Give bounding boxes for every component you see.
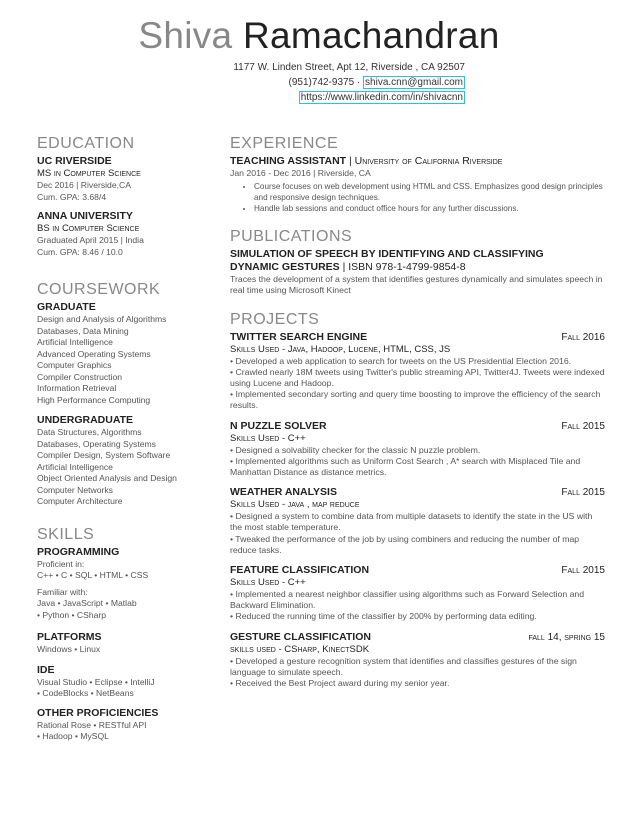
- undergraduate-course-list: [37, 427, 217, 508]
- project-date: Fall 2015: [561, 420, 605, 432]
- degree: MS in Computer Science: [37, 168, 141, 179]
- left-column: [37, 135, 217, 743]
- course-item: Object Oriented Analysis and Design: [37, 473, 177, 483]
- platforms-title: PLATFORMS: [37, 631, 102, 643]
- ide-title: IDE: [37, 663, 55, 676]
- graduate-title: GRADUATE: [37, 301, 96, 313]
- project-bullet: • Tweaked the performance of the job by using combiners and reducing the number of map reduce tasks.: [230, 533, 580, 555]
- skills-title: SKILLS: [37, 525, 95, 543]
- experience-dates: Jan 2016 - Dec 2016 | Riverside, CA: [230, 168, 371, 178]
- experience-role-line: [230, 155, 605, 168]
- publication-heading: SIMULATION OF SPEECH BY IDENTIFYING AND CLASSIFYING: [230, 247, 544, 260]
- platforms-list: Windows • Linux: [37, 644, 101, 654]
- project-skills: Skills Used - java , map reduce: [230, 499, 360, 511]
- project-skills: Skills Used - Java, Hadoop, Lucene, HTML, CSS, JS: [230, 343, 451, 355]
- project-name: GESTURE CLASSIFICATION: [230, 630, 371, 643]
- project-bullet: • Developed a gesture recognition system that identifies and classifies gestures of the sign language to simulate speech.: [230, 655, 577, 677]
- other-list: • Hadoop • MySQL: [37, 731, 109, 741]
- course-item: Compiler Construction: [37, 371, 123, 382]
- publication-heading-2: [230, 261, 605, 274]
- proficient-label: Proficient in:: [37, 558, 85, 569]
- publications-title: PUBLICATIONS: [230, 227, 353, 245]
- project-bullet: • Reduced the running time of the classifier by 200% by performing data editing.: [230, 611, 537, 622]
- project-bullet: • Designed a solvability checker for the classic N puzzle problem.: [230, 444, 481, 455]
- course-item: Advanced Operating Systems: [37, 348, 151, 359]
- publication-heading-cont: DYNAMIC GESTURES: [230, 260, 340, 273]
- phone: (951)742-9375 ·: [288, 77, 361, 88]
- address: 1177 W. Linden Street, Apt 12, Riverside , CA 92507: [233, 62, 465, 73]
- phone-email-line: [175, 75, 465, 90]
- last-name: Ramachandran: [243, 15, 500, 56]
- contact-block: [175, 60, 465, 105]
- experience-bullet: • Handle lab sessions and conduct office hours for any further discussions.: [254, 203, 605, 214]
- course-item: Databases, Data Mining: [37, 325, 129, 336]
- graduate-course-list: [37, 314, 217, 406]
- project-skills: skills used - CSharp, KinectSDK: [230, 643, 370, 655]
- experience-bullet: • Course focuses on web development using HTML and CSS. Emphasizes good design principles and responsive design techniques.: [254, 181, 605, 203]
- course-item: Artificial Intelligence: [37, 337, 113, 347]
- email-link[interactable]: shiva.cnn@gmail.com: [365, 77, 463, 88]
- project-skills: Skills Used - C++: [230, 432, 306, 444]
- edu-dates: Dec 2016 | Riverside,CA: [37, 180, 131, 190]
- projects-title: PROJECTS: [230, 310, 320, 328]
- project-name: FEATURE CLASSIFICATION: [230, 563, 370, 576]
- course-item: Information Retrieval: [37, 383, 117, 393]
- role: TEACHING ASSISTANT: [230, 155, 347, 167]
- project-name: WEATHER ANALYSIS: [230, 486, 337, 499]
- ide-list: • CodeBlocks • NetBeans: [37, 688, 134, 698]
- project-date: Fall 2015: [561, 564, 605, 576]
- linkedin-line: [175, 90, 465, 105]
- first-name: Shiva: [138, 15, 233, 56]
- project-date: fall 14, spring 15: [528, 631, 605, 643]
- linkedin-link[interactable]: https://www.linkedin.com/in/shivacnn: [300, 92, 463, 103]
- project-entry: [230, 631, 605, 690]
- course-item: Artificial Intelligence: [37, 461, 113, 472]
- other-list: Rational Rose • RESTful API: [37, 719, 147, 730]
- undergraduate-title: UNDERGRADUATE: [37, 414, 134, 426]
- course-item: Computer Networks: [37, 484, 113, 495]
- familiar-list: Java • JavaScript • Matlab: [37, 598, 137, 608]
- course-item: High Performance Computing: [37, 394, 151, 405]
- programming-title: PROGRAMMING: [37, 545, 120, 558]
- project-bullet: • Developed a web application to search for tweets on the US Presidential Election 2016.: [230, 355, 572, 366]
- project-bullet: • Implemented a nearest neighbor classifier using algorithms such as Forward Selection and Backward Elimination.: [230, 588, 585, 611]
- project-name: N PUZZLE SOLVER: [230, 419, 327, 432]
- ide-list: Visual Studio • Eclipse • IntelliJ: [37, 676, 155, 687]
- project-entry: [230, 564, 605, 623]
- project-bullet: • Designed a system to combine data from multiple datasets to identify the state in the US with the most stable temperature.: [230, 511, 593, 533]
- course-item: Databases, Operating Systems: [37, 438, 156, 449]
- project-name: TWITTER SEARCH ENGINE: [230, 330, 368, 343]
- experience-bullets: [230, 181, 605, 214]
- project-bullet: • Implemented algorithms such as Uniform Cost Search , A* search with Misplaced Tile and Manhattan Distance as distance metrics.: [230, 455, 581, 477]
- right-column: [230, 135, 605, 689]
- course-item: Computer Graphics: [37, 360, 112, 370]
- course-item: Computer Architecture: [37, 496, 123, 506]
- project-entry: [230, 331, 605, 412]
- school-name: UC RIVERSIDE: [37, 155, 112, 167]
- edu-gpa: Cum. GPA: 3.68/4: [37, 191, 107, 202]
- familiar-label: Familiar with:: [37, 586, 88, 597]
- project-entry: [230, 420, 605, 479]
- degree: BS in Computer Science: [37, 223, 140, 234]
- course-item: Data Structures, Algorithms: [37, 427, 142, 437]
- education-title: EDUCATION: [37, 135, 135, 152]
- publication-desc: Traces the development of a system that identifies gestures dynamically and simulates speech in real time using Microsoft Kinect: [230, 273, 603, 295]
- project-bullet: • Crawled nearly 18M tweets using Twitter's public streaming API, Twitter4J. Tweets were indexed using Lucene and Hadoop.: [230, 366, 605, 388]
- project-bullet: • Implemented secondary sorting and query time boosting to improve the efficiency of the search results.: [230, 389, 601, 411]
- resume-header: [0, 14, 638, 58]
- project-skills: Skills Used - C++: [230, 576, 306, 588]
- edu-dates: Graduated April 2015 | India: [37, 235, 144, 245]
- edu-gpa: Cum. GPA: 8.46 / 10.0: [37, 246, 123, 257]
- course-item: Design and Analysis of Algorithms: [37, 314, 167, 324]
- project-entry: [230, 486, 605, 556]
- project-date: Fall 2015: [561, 487, 605, 499]
- project-date: Fall 2016: [561, 331, 605, 343]
- course-item: Compiler Design, System Software: [37, 450, 171, 460]
- affiliation: | University of California Riverside: [349, 155, 503, 167]
- project-bullet: • Received the Best Project award during my senior year.: [230, 677, 450, 688]
- full-name: [0, 14, 638, 58]
- school-name: ANNA UNIVERSITY: [37, 210, 133, 222]
- other-title: OTHER PROFICIENCIES: [37, 706, 159, 719]
- isbn: | ISBN 978-1-4799-9854-8: [342, 260, 466, 273]
- proficient-list: C++ • C • SQL • HTML • CSS: [37, 570, 149, 580]
- coursework-title: COURSEWORK: [37, 281, 161, 298]
- experience-title: EXPERIENCE: [230, 135, 339, 152]
- familiar-list: • Python • CSharp: [37, 609, 107, 620]
